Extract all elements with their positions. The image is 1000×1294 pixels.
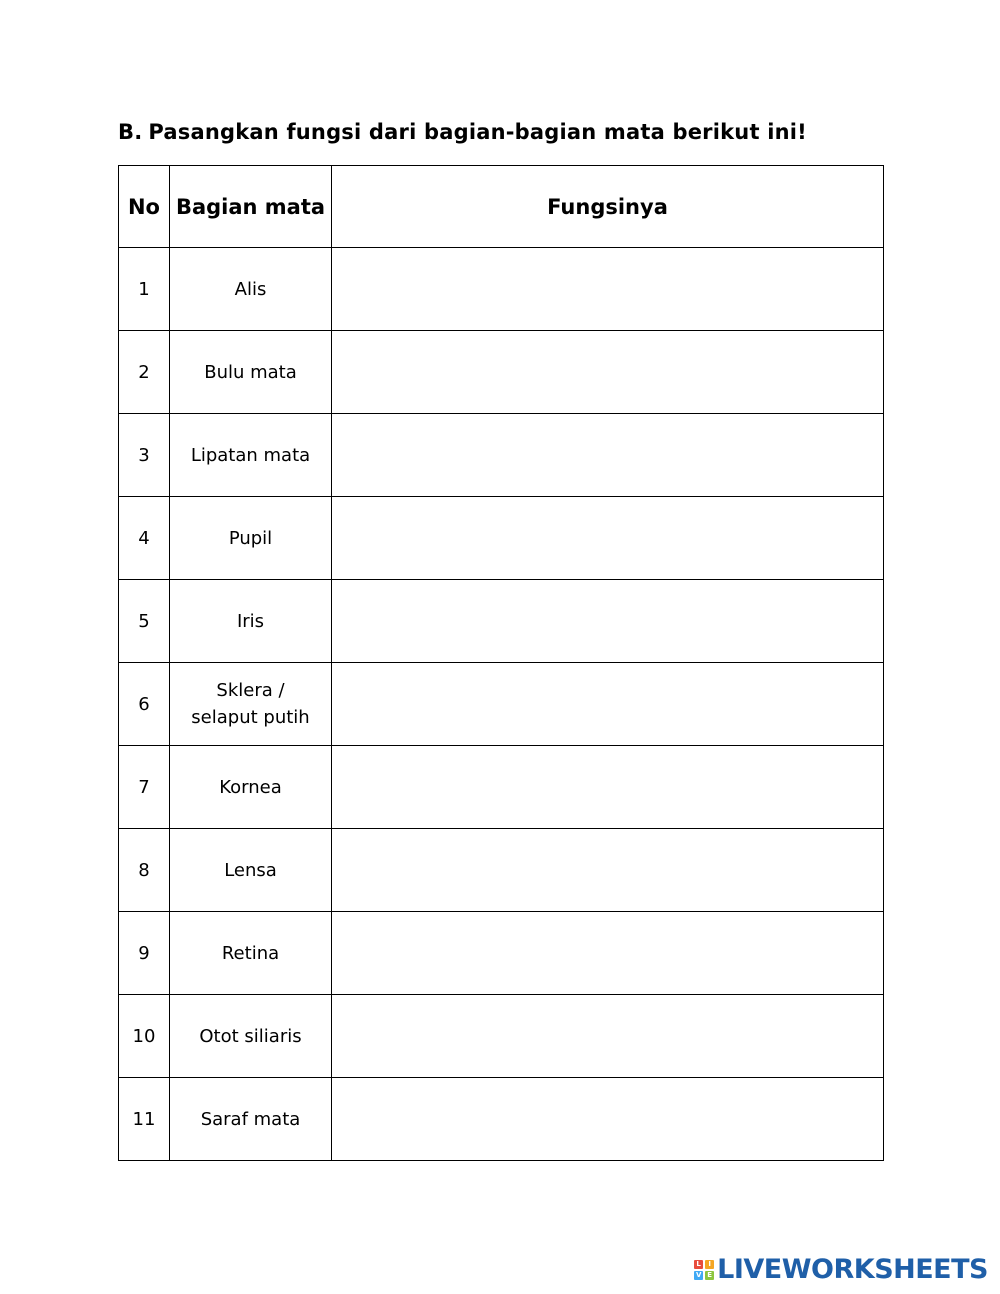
instruction-text: Pasangkan fungsi dari bagian-bagian mata berikut ini! bbox=[148, 120, 807, 144]
table-row bbox=[119, 746, 884, 829]
liveworksheets-logo-icon bbox=[694, 1260, 714, 1280]
function-answer-input[interactable] bbox=[336, 746, 879, 828]
table-row bbox=[119, 912, 884, 995]
table-row bbox=[119, 580, 884, 663]
eye-part-name bbox=[170, 663, 332, 746]
function-cell bbox=[332, 912, 884, 995]
header-function: Fungsinya bbox=[332, 166, 884, 248]
logo-letter-i: I bbox=[705, 1260, 714, 1269]
table-header-row bbox=[119, 166, 884, 248]
function-answer-input[interactable] bbox=[336, 580, 879, 662]
function-answer-input[interactable] bbox=[336, 995, 879, 1077]
eye-part-name: Otot siliaris bbox=[170, 995, 332, 1078]
logo-letter-l: L bbox=[694, 1260, 703, 1269]
eye-part-name: Pupil bbox=[170, 497, 332, 580]
function-answer-input[interactable] bbox=[336, 414, 879, 496]
row-number: 1 bbox=[119, 248, 170, 331]
function-cell bbox=[332, 663, 884, 746]
function-answer-input[interactable] bbox=[336, 497, 879, 579]
function-answer-input[interactable] bbox=[336, 829, 879, 911]
function-cell bbox=[332, 829, 884, 912]
function-answer-input[interactable] bbox=[336, 912, 879, 994]
table-row bbox=[119, 995, 884, 1078]
function-cell bbox=[332, 580, 884, 663]
eye-part-name: Saraf mata bbox=[170, 1078, 332, 1161]
row-number: 5 bbox=[119, 580, 170, 663]
header-eye-part: Bagian mata bbox=[170, 166, 332, 248]
row-number: 3 bbox=[119, 414, 170, 497]
table-row bbox=[119, 331, 884, 414]
row-number: 7 bbox=[119, 746, 170, 829]
row-number: 4 bbox=[119, 497, 170, 580]
row-number: 2 bbox=[119, 331, 170, 414]
eye-part-name: Lipatan mata bbox=[170, 414, 332, 497]
eye-part-name: Alis bbox=[170, 248, 332, 331]
eye-part-name-line2: selaput putih bbox=[191, 707, 310, 728]
eye-parts-table bbox=[118, 165, 884, 1161]
function-cell bbox=[332, 995, 884, 1078]
function-cell bbox=[332, 1078, 884, 1161]
logo-letter-v: V bbox=[695, 1270, 702, 1279]
function-cell bbox=[332, 414, 884, 497]
logo-letter-e: E bbox=[705, 1271, 714, 1280]
eye-part-name: Bulu mata bbox=[170, 331, 332, 414]
row-number: 8 bbox=[119, 829, 170, 912]
table-row bbox=[119, 663, 884, 746]
table-row bbox=[119, 248, 884, 331]
header-no: No bbox=[119, 166, 170, 248]
function-answer-input[interactable] bbox=[336, 331, 879, 413]
row-number: 11 bbox=[119, 1078, 170, 1161]
row-number: 6 bbox=[119, 663, 170, 746]
function-cell bbox=[332, 248, 884, 331]
section-marker: B. bbox=[118, 120, 143, 144]
row-number: 9 bbox=[119, 912, 170, 995]
function-cell bbox=[332, 497, 884, 580]
worksheet-heading bbox=[118, 120, 807, 144]
eye-part-name: Retina bbox=[170, 912, 332, 995]
eye-part-name-line1: Sklera / bbox=[216, 680, 285, 701]
eye-part-name: Iris bbox=[170, 580, 332, 663]
table-row bbox=[119, 1078, 884, 1161]
eye-part-name: Kornea bbox=[170, 746, 332, 829]
table-row bbox=[119, 829, 884, 912]
function-cell bbox=[332, 331, 884, 414]
eye-part-name: Lensa bbox=[170, 829, 332, 912]
table-row bbox=[119, 414, 884, 497]
liveworksheets-branding bbox=[694, 1254, 988, 1285]
function-answer-input[interactable] bbox=[336, 1078, 879, 1160]
function-answer-input[interactable] bbox=[336, 663, 879, 745]
brand-name: LIVEWORKSHEETS bbox=[717, 1254, 988, 1285]
table-row bbox=[119, 497, 884, 580]
row-number: 10 bbox=[119, 995, 170, 1078]
function-cell bbox=[332, 746, 884, 829]
function-answer-input[interactable] bbox=[336, 248, 879, 330]
